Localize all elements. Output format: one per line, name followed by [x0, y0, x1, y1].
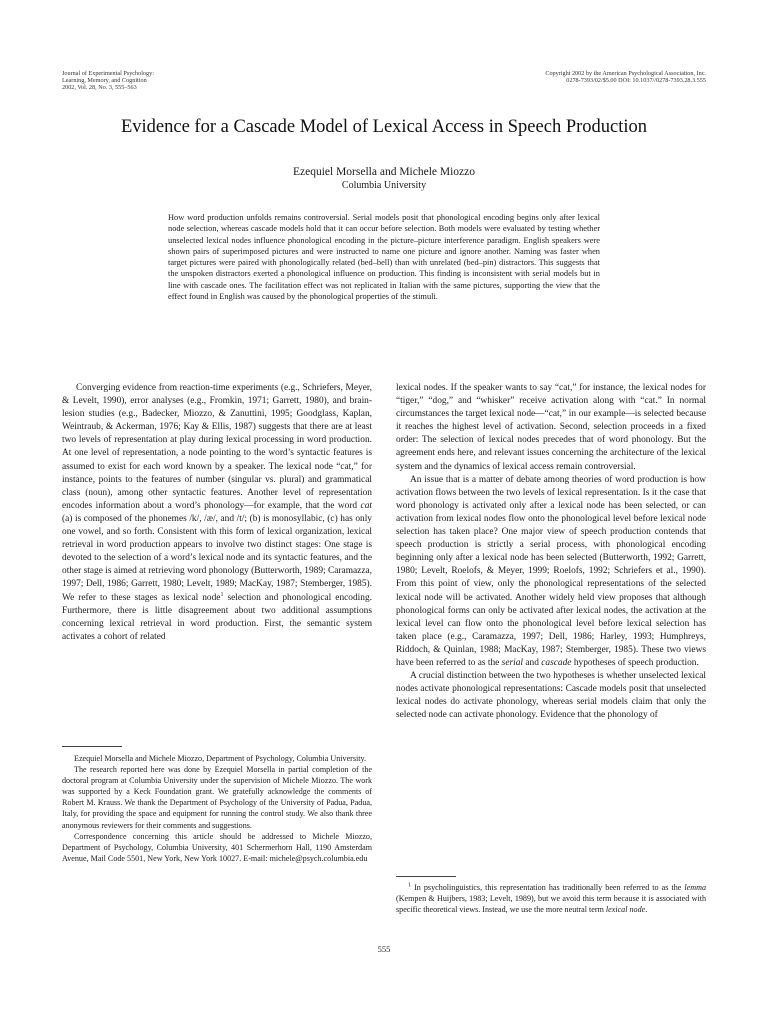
body-paragraph: An issue that is a matter of debate among theories of word production is how activation flows between the two levels of lexical representation. Is it the case that word phonology is activated only after a lexical node has been selected, or can activation from lexical nodes flow onto the phonological level before lexical node selection has taken place? One major view of speech production contends that speech production is strictly a serial process, with phonological encoding beginning only after a lexical node has been selected (Butterworth, 1992; Garrett, 1980; Levelt, Roelofs, & Meyer, 1999; Roelofs, 1992; Schriefers et al., 1990). From this point of view, only the phonological representations of the selected lexical node will be activated. Another widely held view proposes that although phonological forms can only be activated after lexical nodes, the activation at the lexical level can flow onto the phonological level before lexical selection has taken place (e.g., Caramazza, 1997; Dell, 1986; Harley, 1993; Humphreys, Riddoch, & Quinlan, 1988; MacKay, 1987; Stemberger, 1985). These two views have been referred to as the serial and cascade hypotheses of speech production. [396, 474, 706, 668]
copyright-notice [545, 70, 706, 84]
footnote [396, 882, 706, 915]
author-note [62, 753, 372, 864]
copyright-line: Copyright 2002 by the American Psychological Association, Inc. [545, 70, 706, 77]
body-paragraph: A crucial distinction between the two hypotheses is whether unselected lexical nodes activate phonological representations: Cascade models posit that unselected lexical nodes do activate phonology, whereas serial models claim that only the selected node can activate phonology. Evidence that the phonology of [396, 671, 706, 721]
footnote-divider [62, 746, 122, 747]
article-authors: Ezequiel Morsella and Michele Miozzo [292, 166, 476, 178]
body-column-left [62, 382, 372, 644]
author-note-paragraph: Ezequiel Morsella and Michele Miozzo, Department of Psychology, Columbia University. [74, 754, 367, 763]
footnote-marker[interactable]: 1 [220, 591, 224, 598]
author-affiliation: Columbia University [341, 180, 427, 191]
body-column-right [396, 382, 706, 722]
abstract: How word production unfolds remains controversial. Serial models posit that phonological encoding begins only after lexical node selection, whereas cascade models hold that it can occur before selection. Both models were evaluated by testing whether unselected lexical nodes influence phonological encoding in the picture–picture interference paradigm. English speakers were shown pairs of superimposed pictures and were instructed to name one picture and ignore another. Naming was faster when target pictures were paired with phonologically related (bed–bell) than with unrelated (bed–pin) distractors. This suggests that the unspoken distractors exerted a phonological influence on production. This finding is inconsistent with serial models but in line with cascade ones. The facilitation effect was not replicated in Italian with the same pictures, supporting the view that the effect found in English was caused by the phonological properties of the stimuli. [168, 213, 600, 302]
journal-name: Journal of Experimental Psychology: [62, 70, 154, 77]
footnote-paragraph: $^1$ In psycholinguistics, this representation has traditionally been referred to as the lemma (Kempen & Huijbers, 1983; Levelt, 1989), but we avoid this term because it is associated with specific theoretical views. Instead, we use the more neutral term lexical node. [396, 882, 706, 915]
journal-subtitle: Learning, Memory, and Cognition [62, 77, 147, 85]
page-number: 555 [377, 944, 391, 954]
author-note-paragraph: The research reported here was done by Ezequiel Morsella in partial completion of the doctoral program at Columbia University under the supervision of Michele Miozzo. The work was supported by a Keck Foundation grant. We gratefully acknowledge the comments of Robert M. Krauss. We thank the Department of Psychology of the University of Padua, Padua, Italy, for providing the space and equipment for running the control study. We also thank three anonymous reviewers for their comments and suggestions. [62, 765, 372, 830]
author-note-paragraph: Correspondence concerning this article should be addressed to Michele Miozzo, Department of Psychology, Columbia University, 401 Schermerhorn Hall, 1190 Amsterdam Avenue, Mail Code 5501, New York, New York 10027. E-mail: michele@psych.columbia.edu [62, 831, 372, 863]
article-title: Evidence for a Cascade Model of Lexical Access in Speech Production [120, 117, 648, 137]
body-paragraph: Converging evidence from reaction-time experiments (e.g., Schriefers, Meyer, & Levelt, 1990), error analyses (e.g., Fromkin, 1971; Garrett, 1980), and brain-lesion studies (e.g., Badecker, Miozzo, & Zanuttini, 1995; Goodglass, Kaplan, Weintraub, & Ackerman, 1976; Kay & Ellis, 1987) suggests that there are at least two levels of representation at play during lexical processing in word production. At one level of representation, a node pointing to the word’s syntactic features is assumed to exist for each word known by a speaker. The lexical node “cat,” for instance, points to the features of number (singular vs. plural) and grammatical class (noun), among other syntactic features. Another level of representation encodes information about a word’s phonology—for example, that the word cat (a) is composed of the phonemes /k/, /æ/, and /t/; (b) is monosyllabic, (c) has only one vowel, and so forth. Consistent with this form of lexical organization, lexical retrieval in word production appears to involve two distinct stages: One stage is devoted to the selection of a word’s lexical node and its syntactic features, and the other stage is aimed at retrieving word phonology (Butterworth, 1989; Caramazza, 1997; Dell, 1986; Garrett, 1980; Levelt, 1989; MacKay, 1987; Stemberger, 1985). We refer to these stages as lexical node$^1$ selection and phonological encoding. Furthermore, there is little disagreement about two additional assumptions concerning lexical retrieval in word production. First, the semantic system activates a cohort of related [62, 383, 372, 642]
doi-line: 0278-7393/02/$5.00 DOI: 10.1037//0278-7393.28.3.555 [566, 77, 706, 85]
footnote-divider [396, 876, 456, 877]
body-paragraph: lexical nodes. If the speaker wants to say “cat,” for instance, the lexical nodes for “tiger,” “dog,” and “whisker” receive activation along with “cat.” In normal circumstances the target lexical node—“cat,” in our example—is selected because it reaches the highest level of activation. Second, selection proceeds in a fixed order: The selection of lexical nodes precedes that of word phonology. But the agreement ends here, and relevant issues concerning the architecture of the lexical system and the dynamics of lexical access remain controversial. [396, 383, 706, 472]
journal-volume: 2002, Vol. 28, No. 3, 555–563 [62, 84, 137, 92]
journal-citation [62, 70, 154, 92]
